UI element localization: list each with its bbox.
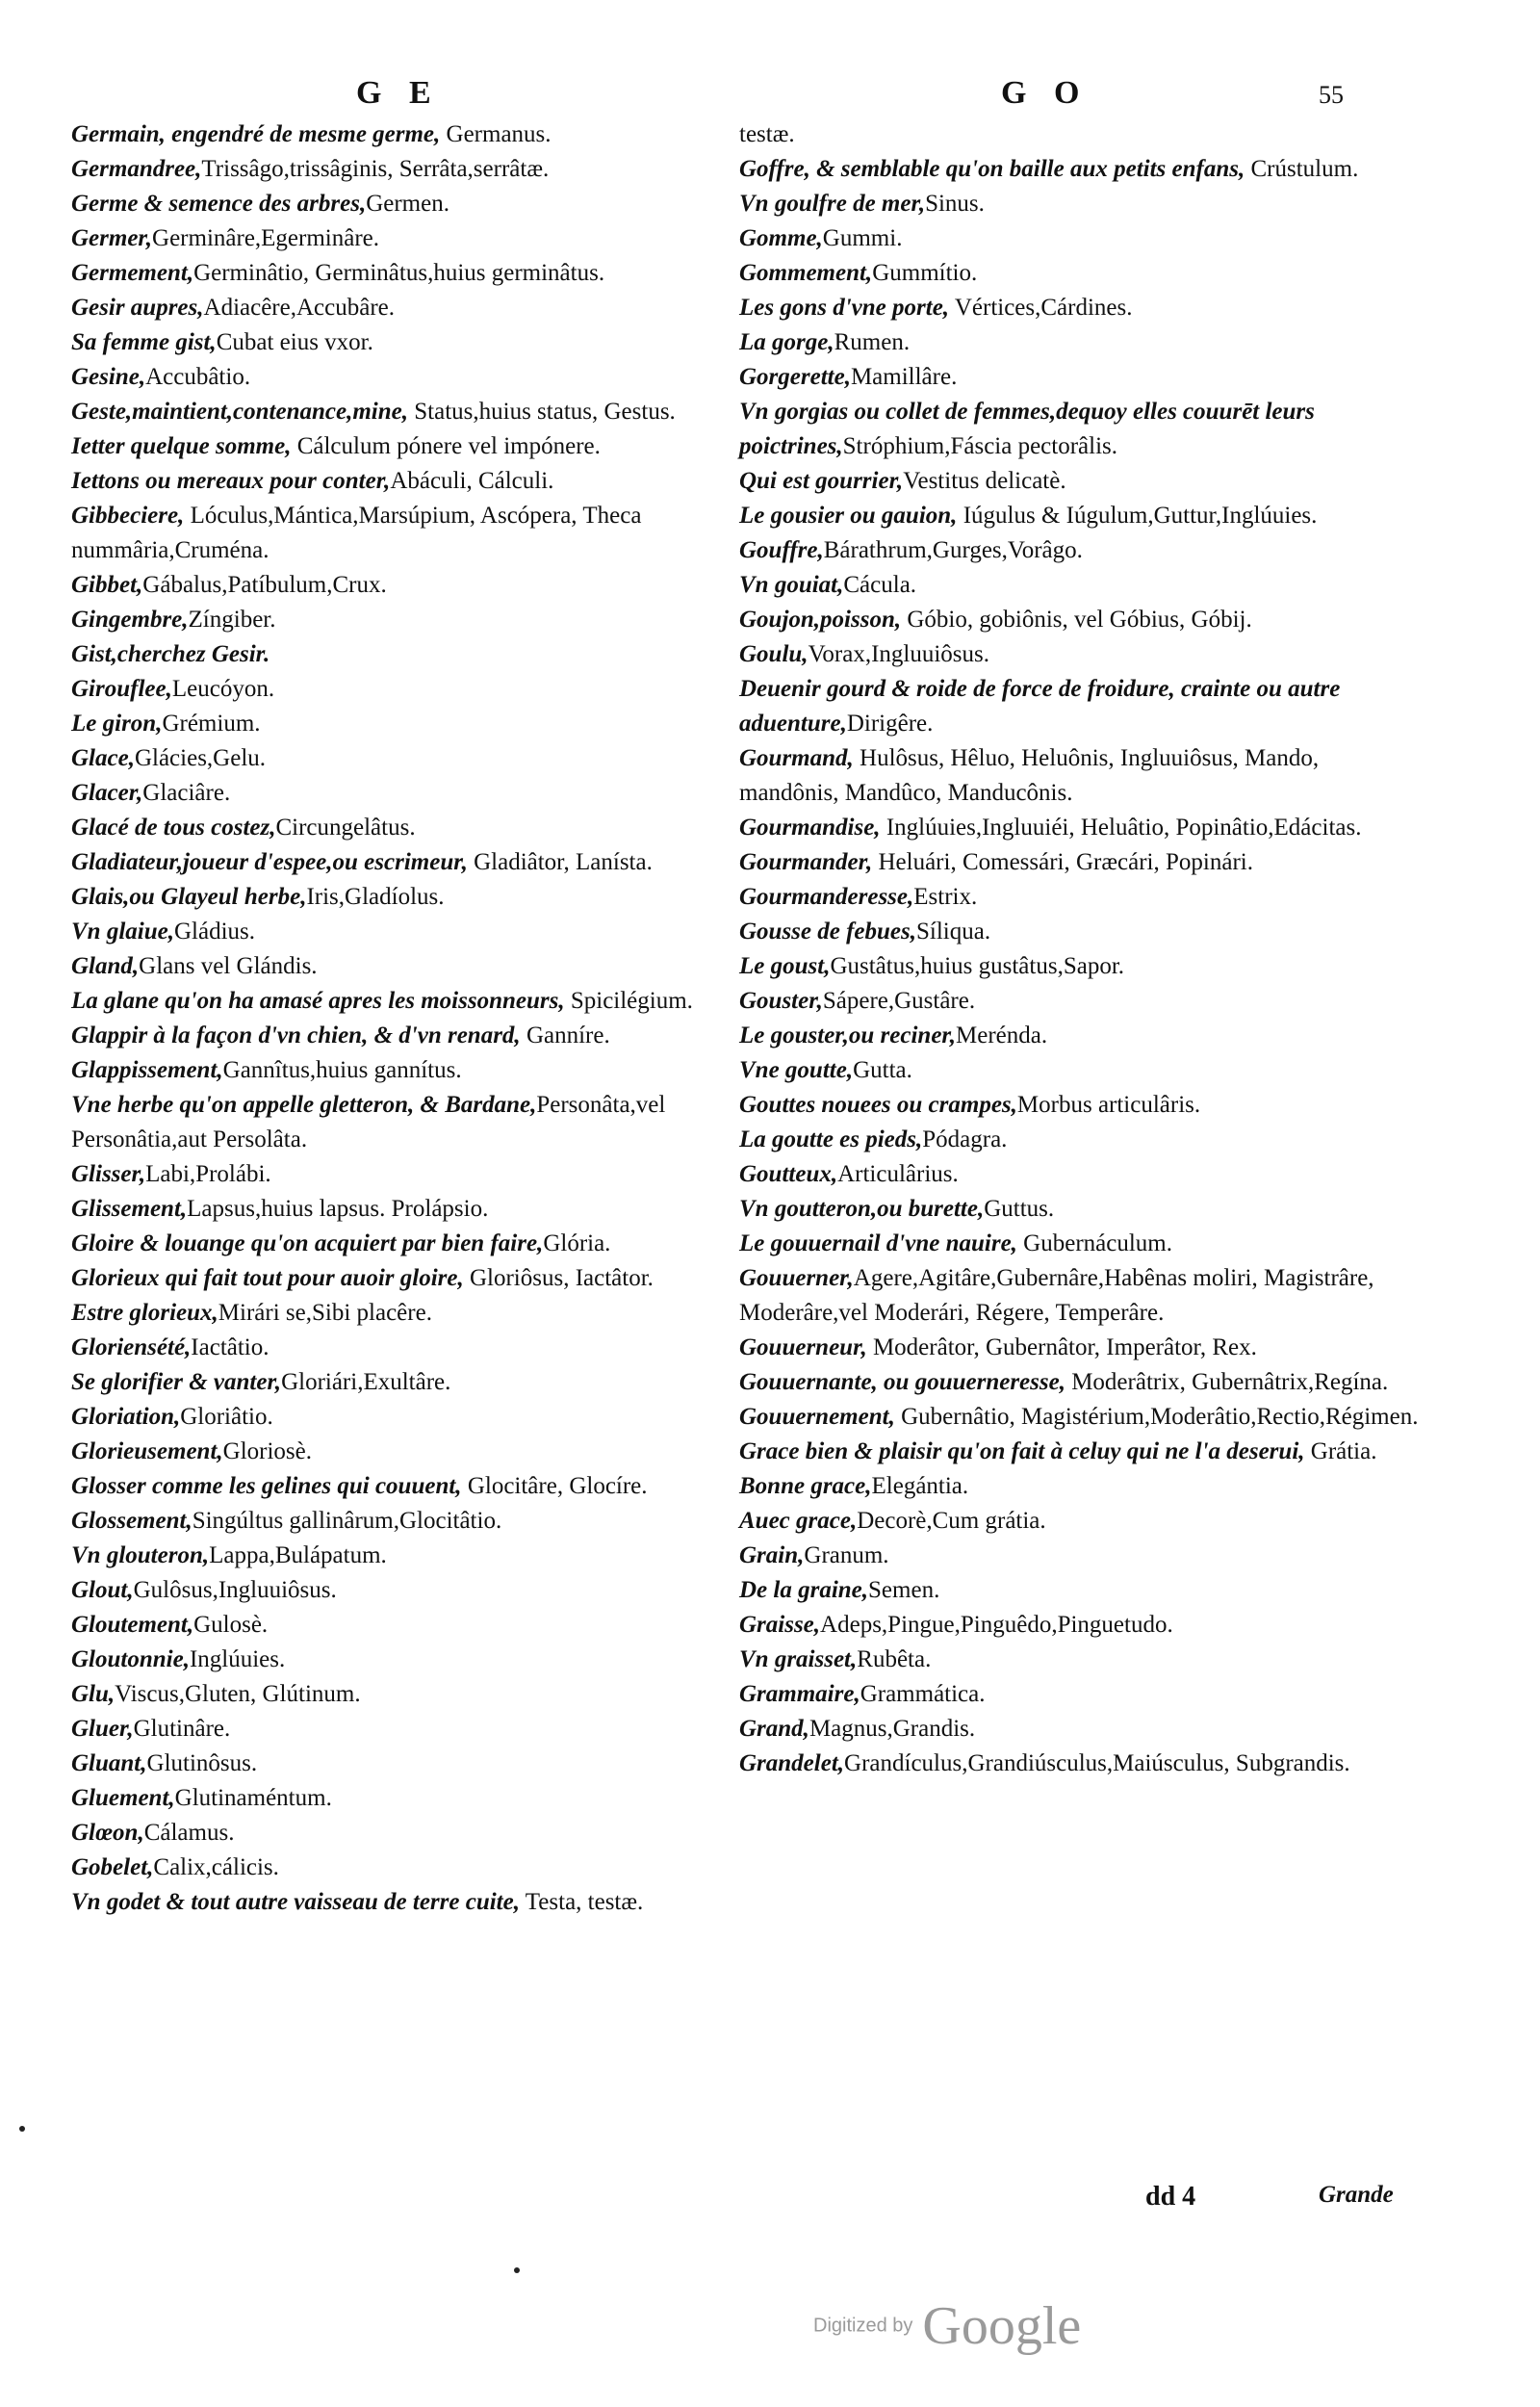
dictionary-entry bbox=[71, 1088, 726, 1157]
entry-latin-gloss: Semen. bbox=[868, 1577, 940, 1603]
dictionary-entry bbox=[739, 395, 1423, 464]
entry-latin-gloss: Abáculi, Cálculi. bbox=[390, 468, 554, 494]
entry-latin-gloss: Iúgulus & Iúgulum,Guttur,Inglúuies. bbox=[957, 503, 1318, 529]
dictionary-entry bbox=[71, 499, 726, 568]
entry-headword: Glappissement, bbox=[71, 1057, 223, 1083]
dictionary-entry bbox=[71, 152, 726, 187]
entry-latin-gloss: Grémium. bbox=[162, 711, 261, 737]
entry-latin-gloss: Granum. bbox=[804, 1542, 889, 1568]
entry-latin-gloss: Gladiâtor, Lanísta. bbox=[467, 849, 653, 875]
dictionary-entry bbox=[739, 568, 1423, 603]
dictionary-entry bbox=[739, 464, 1423, 499]
dictionary-entry bbox=[71, 707, 726, 741]
dictionary-entry bbox=[71, 1573, 726, 1608]
entry-headword: Vne herbe qu'on appelle gletteron, & Bardane, bbox=[71, 1092, 537, 1118]
dictionary-entry bbox=[739, 1123, 1423, 1157]
dictionary-entry bbox=[739, 741, 1423, 811]
entry-headword: Glorieusement, bbox=[71, 1438, 223, 1464]
dictionary-entry bbox=[71, 1677, 726, 1712]
entry-latin-gloss: Germanus. bbox=[440, 121, 552, 147]
entry-headword: Gorgerette, bbox=[739, 364, 851, 390]
entry-latin-gloss: Leucóyon. bbox=[171, 676, 275, 702]
entry-latin-gloss: Rumen. bbox=[834, 329, 911, 355]
entry-latin-gloss: Vorax,Ingluuiôsus. bbox=[808, 641, 989, 667]
dictionary-entry bbox=[739, 1608, 1423, 1643]
dictionary-entry bbox=[71, 1261, 726, 1296]
entry-headword: Vn godet & tout autre vaisseau de terre cuite, bbox=[71, 1889, 520, 1915]
entry-latin-gloss: Iris,Gladíolus. bbox=[306, 884, 445, 910]
entry-headword: Gist,cherchez Gesir. bbox=[71, 641, 270, 667]
dictionary-entry bbox=[71, 1504, 726, 1539]
dictionary-entry bbox=[739, 1227, 1423, 1261]
dictionary-entry bbox=[739, 1469, 1423, 1504]
entry-headword: Gouuerner, bbox=[739, 1265, 854, 1291]
dictionary-entry bbox=[71, 1469, 726, 1504]
entry-headword: Deuenir gourd & roide de force de froidure, crainte ou autre aduenture, bbox=[739, 676, 1341, 737]
entry-latin-gloss: Morbus articulâris. bbox=[1016, 1092, 1201, 1118]
dictionary-entry bbox=[739, 187, 1423, 221]
entry-latin-gloss: Accubâtio. bbox=[145, 364, 251, 390]
entry-latin-gloss: Lappa,Bulápatum. bbox=[209, 1542, 387, 1568]
entry-latin-gloss: Lóculus,Mántica,Marsúpium, Ascópera, Theca nummâria,Cruména. bbox=[71, 503, 642, 563]
entry-headword: Gladiateur,joueur d'espee,ou escrimeur, bbox=[71, 849, 468, 875]
entry-headword: Les gons d'vne porte, bbox=[739, 295, 950, 321]
entry-latin-gloss: Sinus. bbox=[925, 191, 985, 217]
entry-latin-gloss: Singúltus gallinârum,Glocitâtio. bbox=[192, 1508, 502, 1534]
entry-latin-gloss: Vestitus delicatè. bbox=[903, 468, 1066, 494]
dictionary-entry bbox=[71, 1712, 726, 1747]
entry-headword: Gibbet, bbox=[71, 572, 143, 598]
dictionary-entry bbox=[71, 1019, 726, 1053]
entry-latin-gloss: Bárathrum,Gurges,Vorâgo. bbox=[823, 537, 1083, 563]
entry-headword: Grand, bbox=[739, 1716, 809, 1742]
entry-latin-gloss: Grammática. bbox=[860, 1681, 986, 1707]
entry-headword: Gesine, bbox=[71, 364, 146, 390]
entry-latin-gloss: Gloriôsus, Iactâtor. bbox=[463, 1265, 654, 1291]
dictionary-entry bbox=[739, 1053, 1423, 1088]
google-logo: Google bbox=[922, 2296, 1082, 2356]
dictionary-entry bbox=[71, 672, 726, 707]
dictionary-entry bbox=[71, 1851, 726, 1885]
dictionary-entry bbox=[739, 1365, 1423, 1400]
entry-headword: De la graine, bbox=[739, 1577, 869, 1603]
entry-headword: Graisse, bbox=[739, 1612, 821, 1638]
entry-headword: Glout, bbox=[71, 1577, 134, 1603]
entry-headword: Gland, bbox=[71, 953, 140, 979]
entry-latin-gloss: Magnus,Grandis. bbox=[808, 1716, 976, 1742]
left-column bbox=[71, 117, 726, 1920]
entry-headword: Glappir à la façon d'vn chien, & d'vn renard, bbox=[71, 1022, 521, 1048]
entry-headword: Gourmandise, bbox=[739, 815, 881, 841]
dictionary-entry bbox=[71, 1192, 726, 1227]
entry-latin-gloss: Articulârius. bbox=[837, 1161, 959, 1187]
entry-headword: Gloutement, bbox=[71, 1612, 194, 1638]
entry-headword: Gomme, bbox=[739, 225, 823, 251]
entry-latin-gloss: Gutta. bbox=[853, 1057, 912, 1083]
dictionary-entry bbox=[71, 1539, 726, 1573]
entry-headword: Gouttes nouees ou crampes, bbox=[739, 1092, 1017, 1118]
entry-latin-gloss: Stróphium,Fáscia pectorâlis. bbox=[842, 433, 1118, 459]
entry-latin-gloss: Gummi. bbox=[822, 225, 903, 251]
dictionary-entry bbox=[71, 117, 726, 152]
entry-headword: Glacer, bbox=[71, 780, 143, 806]
entry-headword: Glœon, bbox=[71, 1820, 144, 1846]
entry-headword: Gourmander, bbox=[739, 849, 873, 875]
entry-latin-gloss: Glaciâre. bbox=[142, 780, 231, 806]
entry-headword: Le goust, bbox=[739, 953, 831, 979]
entry-latin-gloss: Síliqua. bbox=[916, 919, 991, 945]
dictionary-entry bbox=[71, 568, 726, 603]
dictionary-entry bbox=[739, 291, 1423, 325]
entry-latin-gloss: Glutinôsus. bbox=[146, 1750, 258, 1776]
entry-latin-gloss: Pódagra. bbox=[922, 1126, 1008, 1152]
entry-latin-gloss: Decorè,Cum grátia. bbox=[857, 1508, 1046, 1534]
entry-latin-gloss: Labi,Prolábi. bbox=[145, 1161, 271, 1187]
entry-latin-gloss: Personâta,vel Personâtia,aut Persolâta. bbox=[71, 1092, 666, 1152]
entry-latin-gloss: Gubernâtio, Magistérium,Moderâtio,Rectio,Régimen. bbox=[894, 1404, 1419, 1430]
entry-headword: Goulu, bbox=[739, 641, 808, 667]
dictionary-entry bbox=[71, 1781, 726, 1816]
dictionary-entry bbox=[739, 1712, 1423, 1747]
dictionary-entry bbox=[71, 1608, 726, 1643]
dictionary-entry bbox=[71, 1816, 726, 1851]
entry-latin-gloss: Viscus,Gluten, Glútinum. bbox=[115, 1681, 361, 1707]
entry-headword: Gouuernement, bbox=[739, 1404, 895, 1430]
dictionary-entry bbox=[739, 117, 1423, 152]
entry-headword: Gouster, bbox=[739, 988, 823, 1014]
dictionary-entry bbox=[71, 187, 726, 221]
dictionary-entry bbox=[739, 637, 1423, 672]
header-left-letters: G E bbox=[356, 75, 441, 111]
entry-headword: Vn goutteron,ou burette, bbox=[739, 1196, 985, 1222]
entry-headword: Gourmand, bbox=[739, 745, 854, 771]
entry-latin-gloss: Glória. bbox=[543, 1230, 611, 1256]
dictionary-entry bbox=[739, 949, 1423, 984]
entry-headword: Vne goutte, bbox=[739, 1057, 854, 1083]
entry-latin-gloss: Gannîtus,huius gannítus. bbox=[222, 1057, 462, 1083]
entry-headword: Gluer, bbox=[71, 1716, 134, 1742]
entry-headword: Gouffre, bbox=[739, 537, 824, 563]
entry-latin-gloss: Guttus. bbox=[984, 1196, 1055, 1222]
entry-latin-gloss: Gulôsus,Ingluuiôsus. bbox=[133, 1577, 337, 1603]
dictionary-entry bbox=[71, 1643, 726, 1677]
entry-headword: Le gouuernail d'vne nauire, bbox=[739, 1230, 1017, 1256]
entry-headword: Glais,ou Glayeul herbe, bbox=[71, 884, 307, 910]
entry-headword: Glorieux qui fait tout pour auoir gloire, bbox=[71, 1265, 464, 1291]
entry-headword: Gommement, bbox=[739, 260, 873, 286]
dictionary-entry bbox=[71, 1400, 726, 1435]
dictionary-entry bbox=[71, 915, 726, 949]
entry-latin-gloss: Glans vel Glándis. bbox=[139, 953, 318, 979]
entry-latin-gloss: Sápere,Gustâre. bbox=[822, 988, 976, 1014]
entry-latin-gloss: Gloriosè. bbox=[222, 1438, 313, 1464]
entry-headword: Goffre, & semblable qu'on baille aux petits enfans, bbox=[739, 156, 1245, 182]
entry-latin-gloss: Moderâtor, Gubernâtor, Imperâtor, Rex. bbox=[866, 1334, 1257, 1360]
entry-headword: Gourmanderesse, bbox=[739, 884, 914, 910]
page-footer bbox=[0, 2182, 1540, 2220]
entry-headword: Gobelet, bbox=[71, 1854, 154, 1880]
entry-latin-gloss: testæ. bbox=[739, 121, 795, 147]
entry-latin-gloss: Trissâgo,trissâginis, Serrâta,serrâtæ. bbox=[201, 156, 550, 182]
entry-latin-gloss: Góbio, gobiônis, vel Góbius, Góbij. bbox=[901, 607, 1252, 633]
entry-latin-gloss: Moderâtrix, Gubernâtrix,Regína. bbox=[1065, 1369, 1389, 1395]
entry-headword: Grammaire, bbox=[739, 1681, 860, 1707]
dictionary-entry bbox=[71, 360, 726, 395]
dictionary-entry bbox=[71, 221, 726, 256]
entry-latin-gloss: Cubat eius vxor. bbox=[216, 329, 373, 355]
entry-latin-gloss: Cálculum pónere vel impónere. bbox=[291, 433, 601, 459]
entry-headword: Estre glorieux, bbox=[71, 1300, 218, 1326]
entry-headword: Iettons ou mereaux pour conter, bbox=[71, 468, 391, 494]
entry-latin-gloss: Meréndа. bbox=[956, 1022, 1048, 1048]
entry-headword: Le giron, bbox=[71, 711, 163, 737]
entry-headword: Vn goulfre de mer, bbox=[739, 191, 926, 217]
entry-headword: Qui est gourrier, bbox=[739, 468, 904, 494]
entry-headword: Glisser, bbox=[71, 1161, 146, 1187]
dictionary-entry bbox=[739, 603, 1423, 637]
entry-headword: Gloriation, bbox=[71, 1404, 181, 1430]
dictionary-entry bbox=[739, 915, 1423, 949]
entry-latin-gloss: Grandículus,Grandiúsculus,Maiúsculus, Subgrandis. bbox=[844, 1750, 1350, 1776]
dictionary-entry bbox=[71, 949, 726, 984]
dictionary-entry bbox=[71, 984, 726, 1019]
entry-latin-gloss: Gloriári,Exultâre. bbox=[281, 1369, 451, 1395]
dictionary-entry bbox=[71, 1053, 726, 1088]
entry-headword: Germandree, bbox=[71, 156, 202, 182]
dictionary-entry bbox=[739, 1677, 1423, 1712]
entry-latin-gloss: Hulôsus, Hêluo, Heluônis, Ingluuiôsus, Mando, mandônis, Mandûco, Manducônis. bbox=[739, 745, 1320, 806]
dictionary-entry bbox=[71, 395, 726, 429]
entry-headword: Glacé de tous costez, bbox=[71, 815, 276, 841]
entry-headword: Grace bien & plaisir qu'on fait à celuy qui ne l'a deserui, bbox=[739, 1438, 1305, 1464]
dictionary-entry bbox=[739, 1400, 1423, 1435]
ink-speck bbox=[19, 2126, 25, 2132]
entry-headword: Germement, bbox=[71, 260, 194, 286]
dictionary-entry bbox=[71, 1227, 726, 1261]
entry-headword: Grandelet, bbox=[739, 1750, 845, 1776]
entry-latin-gloss: Iactâtio. bbox=[191, 1334, 270, 1360]
entry-headword: Gouuernante, ou gouuerneresse, bbox=[739, 1369, 1065, 1395]
entry-latin-gloss: Gulosè. bbox=[193, 1612, 269, 1638]
entry-latin-gloss: Inglúuies. bbox=[189, 1646, 286, 1672]
dictionary-entry bbox=[739, 1643, 1423, 1677]
dictionary-entry bbox=[739, 499, 1423, 533]
dictionary-entry bbox=[739, 1192, 1423, 1227]
dictionary-entry bbox=[739, 880, 1423, 915]
entry-headword: Vn graisset, bbox=[739, 1646, 858, 1672]
dictionary-entry bbox=[739, 1331, 1423, 1365]
header-right-letters: G O bbox=[1001, 75, 1090, 111]
dictionary-entry bbox=[739, 1019, 1423, 1053]
entry-headword: Grain, bbox=[739, 1542, 805, 1568]
entry-latin-gloss: Glácies,Gelu. bbox=[134, 745, 267, 771]
entry-latin-gloss: Gládius. bbox=[173, 919, 256, 945]
entry-latin-gloss: Spicilégium. bbox=[564, 988, 693, 1014]
entry-headword: Germe & semence des arbres, bbox=[71, 191, 367, 217]
entry-headword: Gousse de febues, bbox=[739, 919, 917, 945]
dictionary-entry bbox=[71, 811, 726, 845]
dictionary-entry bbox=[739, 845, 1423, 880]
entry-headword: Vn gorgias ou collet de femmes,dequoy elles couurēt leurs poictrines, bbox=[739, 399, 1315, 459]
entry-headword: Gesir aupres, bbox=[71, 295, 204, 321]
entry-latin-gloss: Adeps,Pingue,Pinguêdo,Pinguetudo. bbox=[820, 1612, 1173, 1638]
dictionary-entry bbox=[739, 1261, 1423, 1331]
entry-latin-gloss: Gloriâtio. bbox=[180, 1404, 273, 1430]
entry-latin-gloss: Estrix. bbox=[913, 884, 978, 910]
dictionary-entry bbox=[71, 1435, 726, 1469]
entry-headword: Le gouster,ou reciner, bbox=[739, 1022, 957, 1048]
dictionary-entry bbox=[71, 637, 726, 672]
entry-headword: Glossement, bbox=[71, 1508, 192, 1534]
entry-headword: Vn glaiue, bbox=[71, 919, 174, 945]
entry-latin-gloss: Glocitâre, Glocíre. bbox=[461, 1473, 648, 1499]
entry-headword: Germain, engendré de mesme germe, bbox=[71, 121, 441, 147]
dictionary-entry bbox=[739, 256, 1423, 291]
dictionary-entry bbox=[739, 1504, 1423, 1539]
signature-mark: dd 4 bbox=[1145, 2182, 1196, 2212]
entry-headword: Le gousier ou gauion, bbox=[739, 503, 958, 529]
entry-latin-gloss: Cálamus. bbox=[143, 1820, 235, 1846]
dictionary-entry bbox=[71, 325, 726, 360]
dictionary-entry bbox=[71, 1365, 726, 1400]
dictionary-entry bbox=[71, 1331, 726, 1365]
entry-headword: Geste,maintient,contenance,mine, bbox=[71, 399, 408, 425]
entry-headword: Gloriensété, bbox=[71, 1334, 192, 1360]
entry-headword: Goujon,poisson, bbox=[739, 607, 902, 633]
entry-headword: La glane qu'on ha amasé apres les moissonneurs, bbox=[71, 988, 565, 1014]
entry-latin-gloss: Germen. bbox=[366, 191, 449, 217]
dictionary-entry bbox=[739, 1157, 1423, 1192]
right-column bbox=[739, 117, 1423, 1781]
entry-latin-gloss: Gábalus,Patíbulum,Crux. bbox=[142, 572, 387, 598]
entry-latin-gloss: Heluári, Comessári, Græcári, Popinári. bbox=[872, 849, 1253, 875]
dictionary-entry bbox=[71, 741, 726, 776]
entry-headword: Girouflee, bbox=[71, 676, 172, 702]
dictionary-entry bbox=[71, 1885, 726, 1920]
entry-headword: Vn gouiat, bbox=[739, 572, 844, 598]
dictionary-entry bbox=[71, 845, 726, 880]
entry-latin-gloss: Glutinaméntum. bbox=[174, 1785, 332, 1811]
entry-latin-gloss: Circungelâtus. bbox=[275, 815, 416, 841]
entry-latin-gloss: Grátia. bbox=[1304, 1438, 1377, 1464]
entry-latin-gloss: Ganníre. bbox=[520, 1022, 610, 1048]
entry-headword: Gluant, bbox=[71, 1750, 147, 1776]
dictionary-entry bbox=[739, 533, 1423, 568]
entry-latin-gloss: Glutinâre. bbox=[133, 1716, 231, 1742]
entry-headword: Gloutonnie, bbox=[71, 1646, 190, 1672]
entry-latin-gloss: Calix,cálicis. bbox=[153, 1854, 279, 1880]
entry-headword: Glosser comme les gelines qui couuent, bbox=[71, 1473, 462, 1499]
entry-latin-gloss: Zíngiber. bbox=[188, 607, 276, 633]
dictionary-entry bbox=[739, 221, 1423, 256]
entry-latin-gloss: Gubernáculum. bbox=[1016, 1230, 1172, 1256]
dictionary-entry bbox=[739, 325, 1423, 360]
dictionary-entry bbox=[739, 1747, 1423, 1781]
entry-latin-gloss: Dirigêre. bbox=[846, 711, 934, 737]
entry-latin-gloss: Agere,Agitâre,Gubernâre,Habênas moliri, Magistrâre, Moderâre,vel Moderári, Régere, Temperâre. bbox=[739, 1265, 1374, 1326]
dictionary-entry bbox=[71, 603, 726, 637]
entry-latin-gloss: Inglúuies,Ingluuiéi, Heluâtio, Popinâtio,Edácitas. bbox=[880, 815, 1362, 841]
watermark-prefix: Digitized by bbox=[813, 2315, 913, 2337]
entry-latin-gloss: Germinâtio, Germinâtus,huius germinâtus. bbox=[193, 260, 605, 286]
entry-latin-gloss: Germinâre,Egerminâre. bbox=[152, 225, 380, 251]
dictionary-entry bbox=[739, 1539, 1423, 1573]
entry-headword: La goutte es pieds, bbox=[739, 1126, 923, 1152]
entry-latin-gloss: Gummítio. bbox=[872, 260, 978, 286]
dictionary-entry bbox=[71, 1157, 726, 1192]
catchword: Grande bbox=[1319, 2182, 1394, 2208]
entry-latin-gloss: Rubêta. bbox=[857, 1646, 932, 1672]
entry-latin-gloss: Mirári se,Sibi placêre. bbox=[218, 1300, 432, 1326]
entry-headword: Se glorifier & vanter, bbox=[71, 1369, 282, 1395]
dictionary-entry bbox=[739, 811, 1423, 845]
dictionary-entry bbox=[739, 1088, 1423, 1123]
entry-latin-gloss: Cácula. bbox=[843, 572, 917, 598]
entry-headword: Gluement, bbox=[71, 1785, 175, 1811]
entry-headword: Gibbeciere, bbox=[71, 503, 185, 529]
entry-headword: Goutteux, bbox=[739, 1161, 838, 1187]
entry-headword: Sa femme gist, bbox=[71, 329, 217, 355]
dictionary-entry bbox=[71, 776, 726, 811]
dictionary-entry bbox=[71, 1296, 726, 1331]
entry-latin-gloss: Status,huius status, Gestus. bbox=[408, 399, 676, 425]
entry-headword: Ietter quelque somme, bbox=[71, 433, 292, 459]
entry-latin-gloss: Elegántia. bbox=[871, 1473, 969, 1499]
entry-latin-gloss: Testa, testæ. bbox=[519, 1889, 644, 1915]
entry-headword: Gingembre, bbox=[71, 607, 189, 633]
dictionary-entry bbox=[71, 256, 726, 291]
entry-headword: Vn glouteron, bbox=[71, 1542, 210, 1568]
entry-headword: Gloire & louange qu'on acquiert par bien faire, bbox=[71, 1230, 544, 1256]
entry-headword: Auec grace, bbox=[739, 1508, 858, 1534]
entry-latin-gloss: Mamillâre. bbox=[850, 364, 958, 390]
dictionary-entry bbox=[71, 429, 726, 464]
entry-headword: Glu, bbox=[71, 1681, 116, 1707]
entry-latin-gloss: Gustâtus,huius gustâtus,Sapor. bbox=[830, 953, 1125, 979]
entry-latin-gloss: Crústulum. bbox=[1245, 156, 1359, 182]
digitization-watermark bbox=[813, 2295, 1081, 2357]
running-header bbox=[0, 75, 1540, 123]
dictionary-entry bbox=[739, 984, 1423, 1019]
dictionary-entry bbox=[71, 880, 726, 915]
entry-headword: La gorge, bbox=[739, 329, 834, 355]
entry-headword: Glissement, bbox=[71, 1196, 188, 1222]
entry-headword: Germer, bbox=[71, 225, 153, 251]
entry-latin-gloss: Vértices,Cárdines. bbox=[949, 295, 1133, 321]
dictionary-entry bbox=[739, 1435, 1423, 1469]
dictionary-entry bbox=[71, 1747, 726, 1781]
dictionary-entry bbox=[71, 464, 726, 499]
entry-headword: Gouuerneur, bbox=[739, 1334, 867, 1360]
dictionary-entry bbox=[739, 672, 1423, 741]
dictionary-entry bbox=[739, 360, 1423, 395]
dictionary-entry bbox=[739, 152, 1423, 187]
entry-latin-gloss: Lapsus,huius lapsus. Prolápsio. bbox=[187, 1196, 489, 1222]
dictionary-entry bbox=[71, 291, 726, 325]
entry-headword: Glace, bbox=[71, 745, 135, 771]
dictionary-entry bbox=[739, 1573, 1423, 1608]
page-number: 55 bbox=[1319, 81, 1344, 109]
entry-headword: Bonne grace, bbox=[739, 1473, 872, 1499]
entry-latin-gloss: Adiacêre,Accubâre. bbox=[203, 295, 395, 321]
ink-speck bbox=[514, 2267, 520, 2273]
